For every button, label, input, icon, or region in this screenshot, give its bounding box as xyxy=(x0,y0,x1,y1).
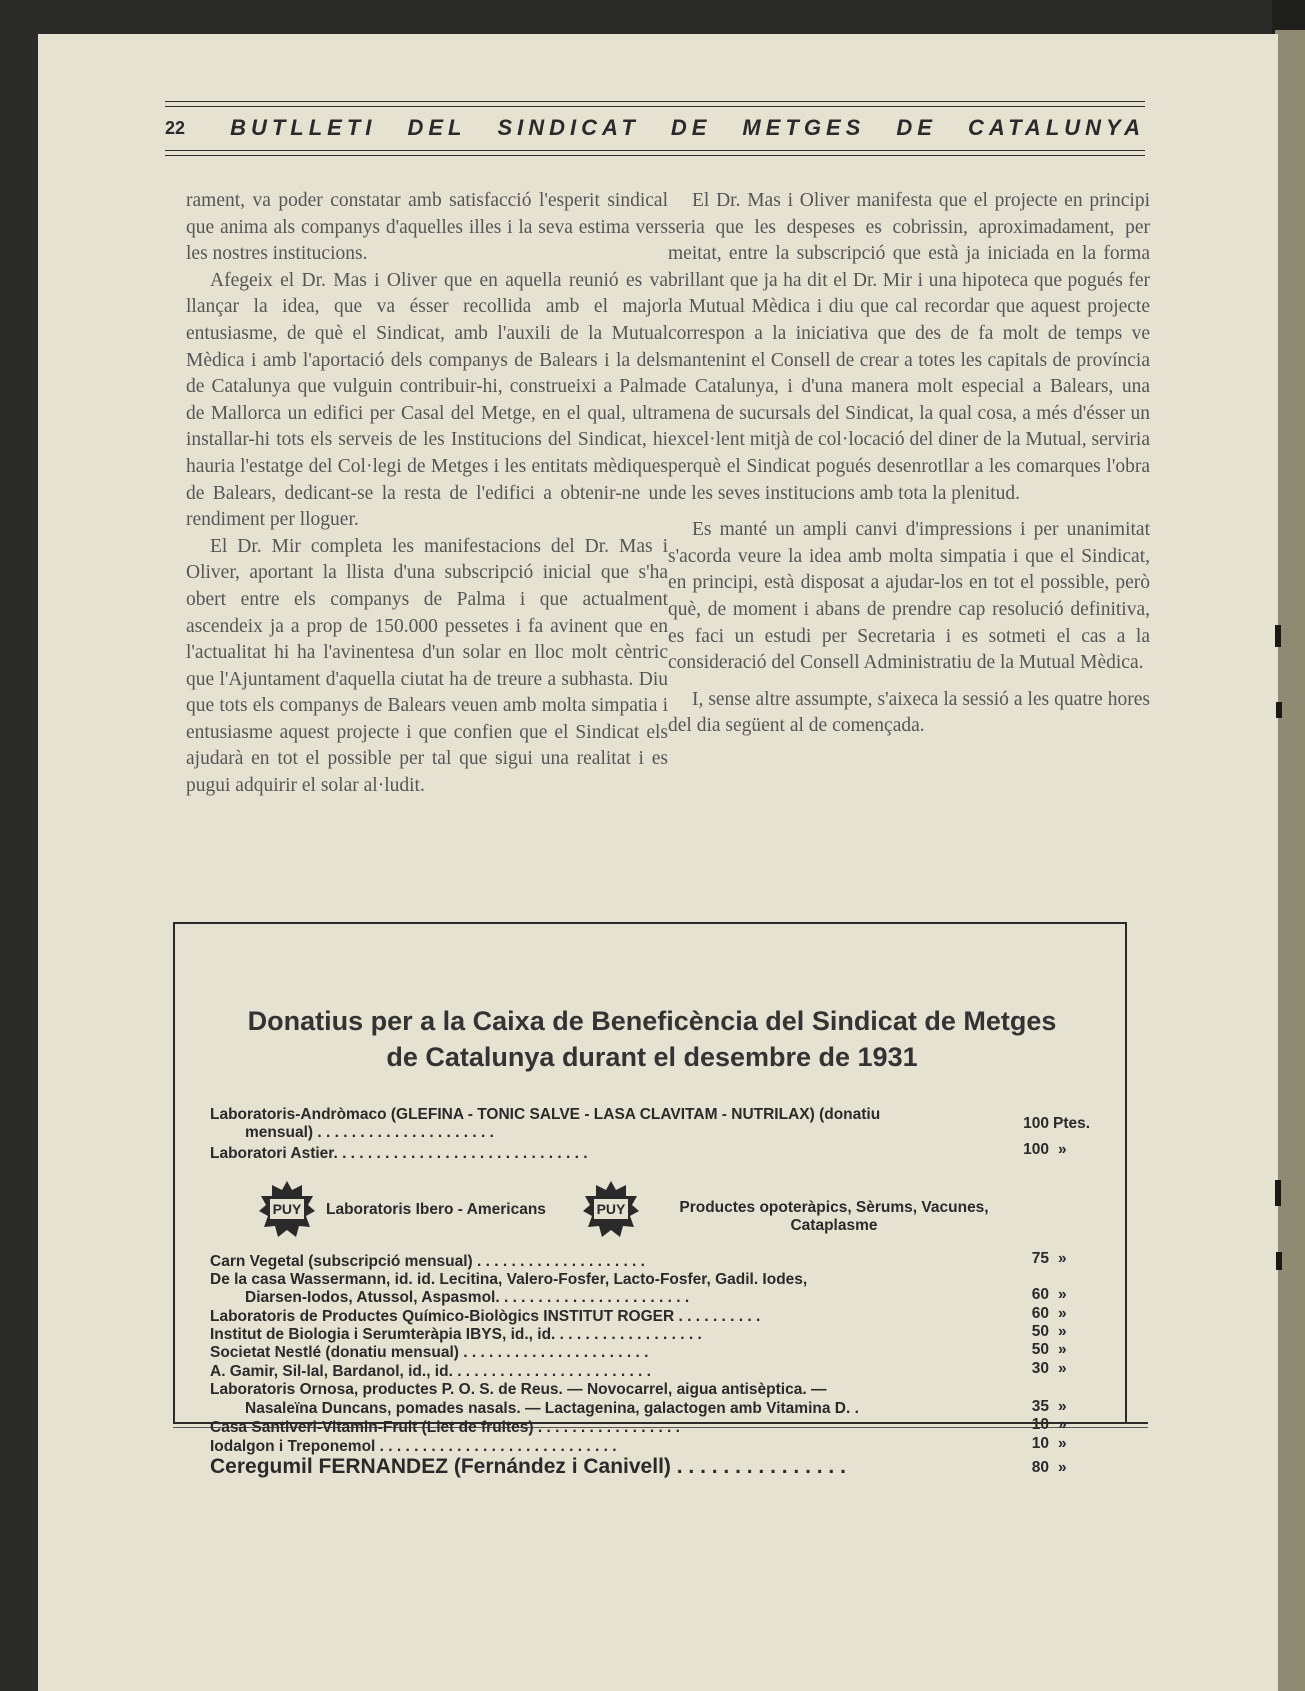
puy-logo-icon xyxy=(582,1180,640,1238)
donation-entry-text: Laboratoris Ornosa, productes P. O. S. de Reus. — Novocarrel, aigua antisèptica. — xyxy=(210,1381,827,1398)
donation-entry-text: Carn Vegetal (subscripció mensual) . . . . . . . . . . . . . . . . . . . . xyxy=(210,1253,645,1270)
paragraph: Afegeix el Dr. Mas i Oliver que en aquella reunió es va llançar la idea, que va ésser recollida amb el major entusiasme, de què el Sindicat, amb l'auxili de la Mutual Mèdica i amb l'aportació dels companys de Balears i la dels de Catalunya que vulguin contribuir-hi, construeixi a Palma de Mallorca un edifici per Casal del Metge, en el qual, ultra installar-hi tots els serveis de les Institucions del Sindicat, hi hauria l'estatge del Col·legi de Metges i les entitats mèdiques de Balears, dedicant-se la resta de l'edifici a obtenir-ne un rendiment per lloguer. xyxy=(186,269,668,531)
right-column xyxy=(668,188,1150,740)
donation-amount: 75 » xyxy=(1031,1250,1067,1267)
binding-mark xyxy=(1275,625,1281,647)
donation-entry-text: Institut de Biologia i Serumteràpia IBYS, id., id. . . . . . . . . . . . . . . . . . xyxy=(210,1326,702,1343)
donation-entry-continuation: Nasaleïna Duncans, pomades nasals. — Lactagenina, galactogen amb Vitamina D. . xyxy=(245,1400,859,1417)
header-word: CATALUNYA xyxy=(967,115,1145,140)
donation-amount: 100 Ptes. xyxy=(1023,1115,1091,1132)
donation-amount: 35 » xyxy=(1031,1398,1067,1415)
header-word: DE xyxy=(896,115,937,140)
header-rule-bottom-2 xyxy=(165,155,1145,156)
binding-mark xyxy=(1275,1180,1281,1206)
running-header xyxy=(165,110,1145,146)
donation-amount: 60 » xyxy=(1031,1305,1067,1322)
header-word: DEL xyxy=(407,115,467,140)
paragraph: El Dr. Mas i Oliver manifesta que el projecte en principi seria que les despeses es cobrissin, aproximadament, per meitat, entre la subscripció que està ja iniciada en la forma brillant que ja ha dit el Dr. Mir i una hipoteca que pogués fer la Mutual Mèdica i diu que cal recordar que aquest projecte correspon a la iniciativa que des de fa molt de temps ve mantenint el Consell de crear a totes les capitals de província de Catalunya, i d'una manera molt especial a Balears, una mena de sucursals del Sindicat, la qual cosa, a més d'ésser un excel·lent mitjà de col·locació del diner de la Mutual, serviria perquè el Sindicat pogués desenrotllar a les comarques l'obra de les seves institucions amb tota la plenitud. xyxy=(668,190,1150,504)
donation-entry-text: Laboratoris-Andròmaco (GLEFINA - TONIC SALVE - LASA CLAVITAM - NUTRILAX) (donatiu xyxy=(210,1106,881,1123)
donation-entry-text: Ceregumil FERNANDEZ (Fernández i Canivell) . . . . . . . . . . . . . . . xyxy=(210,1456,846,1478)
paragraph: rament, va poder constatar amb satisfacció l'esperit sindical que anima als companys d'aquelles illes i la seva estima vers les nostres institucions. xyxy=(186,190,668,265)
puy-logo-icon xyxy=(258,1180,316,1238)
header-rule-top-2 xyxy=(165,106,1145,107)
header-word: METGES xyxy=(742,115,866,140)
donation-entry-text: Laboratori Astier. . . . . . . . . . . . . . . . . . . . . . . . . . . . . . xyxy=(210,1145,588,1162)
paragraph: Es manté un ampli canvi d'impressions i per unanimitat s'acorda veure la idea amb molta simpatia i que el Sindicat, en principi, està disposat a ajudar-los en tot el possible, però què, de moment i abans de prendre cap resolució definitiva, es faci un estudi per Secretaria i es sotmeti el cas a la consideració del Consell Administratiu de la Mutual Mèdica. xyxy=(668,519,1150,674)
donation-amount: 60 » xyxy=(1031,1286,1067,1303)
next-page-edge xyxy=(1275,30,1305,1691)
donation-entry-continuation: mensual) . . . . . . . . . . . . . . . . . . . . . xyxy=(245,1124,494,1141)
svg-text:PUY: PUY xyxy=(272,1201,302,1217)
donation-amount: 80 » xyxy=(1031,1459,1067,1476)
donation-entry-text: Casa Santiveri-Vitamin-Fruit (Llet de fruites) . . . . . . . . . . . . . . . . . xyxy=(210,1419,680,1436)
header-word: SINDICAT xyxy=(497,115,640,140)
donation-entry-text: Societat Nestlé (donatiu mensual) . . . . . . . . . . . . . . . . . . . . . . xyxy=(210,1344,649,1361)
donation-amount: 10 » xyxy=(1031,1435,1067,1452)
donation-entry-text: A. Gamir, Sil-lal, Bardanol, id., id. . . . . . . . . . . . . . . . . . . . . . . . xyxy=(210,1363,651,1380)
donation-amount: 50 » xyxy=(1031,1323,1067,1340)
donation-entry-text: Laboratoris de Productes Químico-Biològics INSTITUT ROGER . . . . . . . . . . xyxy=(210,1308,761,1325)
binding-mark xyxy=(1276,702,1282,718)
header-word: DE xyxy=(670,115,712,140)
header-rule-top xyxy=(165,101,1145,102)
header-rule-bottom xyxy=(165,150,1145,151)
page-number: 22 xyxy=(165,117,186,138)
donation-amount: 10 » xyxy=(1031,1416,1067,1433)
svg-text:PUY: PUY xyxy=(596,1201,626,1217)
paragraph: El Dr. Mir completa les manifestacions del Dr. Mas i Oliver, aportant la llista d'una subscripció inicial que s'ha obert entre els companys de Palma i que actualment ascendeix ja a prop de 150.000 pessetes i fa avinent que en l'actualitat hi ha l'avinentesa d'un solar en lloc molt cèntric que l'Ajuntament d'aquella ciutat ha de treure a subhasta. Diu que tots els companys de Balears veuen amb molta simpatia i entusiasme aquest projecte i que confien que el Sindicat els ajudarà en tot el possible per tal que sigui una realitat i es pugui adquirir el solar al·ludit. xyxy=(186,535,668,797)
paragraph: I, sense altre assumpte, s'aixeca la sessió a les quatre hores del dia següent al de començada. xyxy=(668,688,1150,737)
logo-label: Laboratoris Ibero - Americans xyxy=(326,1201,546,1218)
donation-amount: 30 » xyxy=(1031,1360,1067,1377)
donation-entry-text: De la casa Wassermann, id. id. Lecitina, Valero-Fosfer, Lacto-Fosfer, Gadil. Iodes, xyxy=(210,1271,808,1288)
donation-amount: 50 » xyxy=(1031,1341,1067,1358)
donation-entry-text: Iodalgon i Treponemol . . . . . . . . . . . . . . . . . . . . . . . . . . . . xyxy=(210,1438,617,1455)
donations-title: Donatius per a la Caixa de Beneficència del Sindicat de Metges de Catalunya durant el desembre de 1931 xyxy=(247,1006,1057,1072)
donation-entry-continuation: Diarsen-Iodos, Atussol, Aspasmol. . . . . . . . . . . . . . . . . . . . . . . xyxy=(245,1289,690,1306)
donation-amount: 100 » xyxy=(1023,1141,1067,1158)
left-column xyxy=(186,188,668,800)
binding-mark xyxy=(1276,1252,1282,1270)
logo-label: Productes opoteràpics, Sèrums, Vacunes, Cataplasme xyxy=(679,1199,989,1234)
header-word: BUTLLETI xyxy=(230,115,377,140)
